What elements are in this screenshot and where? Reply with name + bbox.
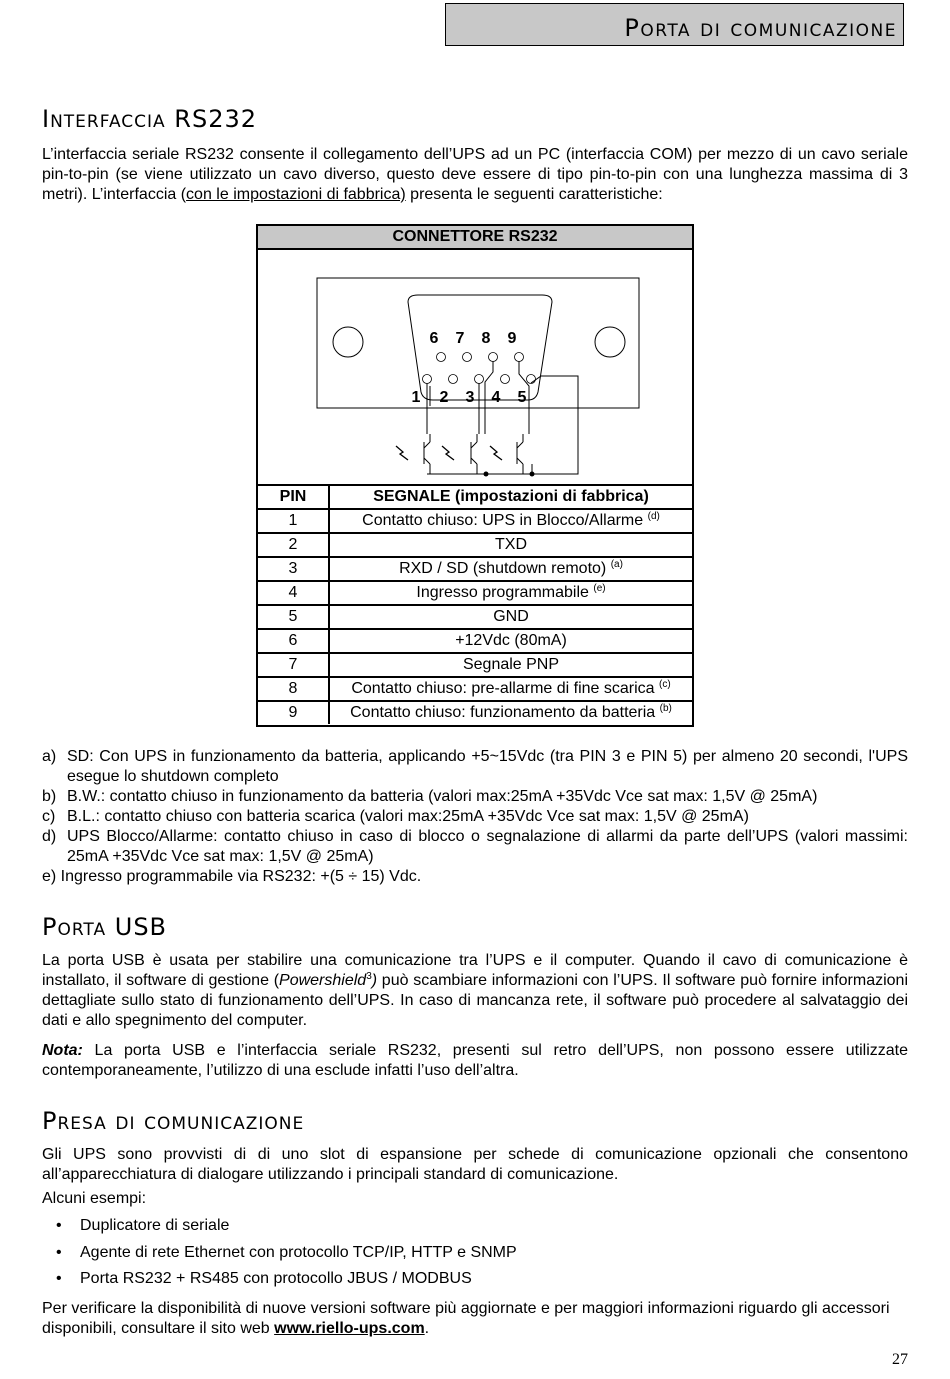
website-link[interactable]: www.riello-ups.com [274,1320,425,1337]
pin-signal-table [258,484,692,724]
pin-label-4: 4 [491,389,501,406]
connector-title: CONNETTORE RS232 [258,226,692,250]
note-a: a) SD: Con UPS in funzionamento da batteria, applicando +5~15Vdc (tra PIN 3 e PIN 5) per almeno 20 secondi, l'UPS esegue lo shutdown completo [42,748,908,785]
note-e: e) Ingresso programmabile via RS232: +(5 ÷ 15) Vdc. [42,868,422,885]
slot-heading: Presa di comunicazione [42,1107,305,1135]
powershield-brand: Powershield [279,972,367,989]
pin-label-7: 7 [455,330,465,347]
list-item: • Duplicatore di seriale [42,1213,517,1240]
note-c: c) B.L.: contatto chiuso con batteria scarica (valori max:25mA +35Vdc Vce sat max: 1,5V @ 25mA) [42,808,749,825]
table-row: 1 Contatto chiuso: UPS in Blocco/Allarme $^{(d)}$ [258,509,692,533]
table-row: 5 GND [258,605,692,629]
pin-label-2: 2 [439,389,449,406]
table-row: 7 Segnale PNP [258,653,692,677]
usb-paragraph: La porta USB è usata per stabilire una comunicazione tra l’UPS e il computer. Quando il cavo di comunicazione è installato, il software di gestione (Powershield$^3$) può scambiare informazioni con l’UPS. Il software può fornire informazioni dettagliate sullo stato di funzionamento dell’UPS. In caso di mancanza rete, il software può procedere al salvataggio dei dati e allo spegnimento del computer. [42,952,909,1029]
table-header-row [258,485,692,509]
pin-label-9: 9 [507,330,517,347]
pin-3 [475,375,484,384]
pin-8 [489,353,498,362]
note-b: b) B.W.: contatto chiuso in funzionamento da batteria (valori max:25mA +35Vdc Vce sat max: 1,5V @ 25mA) [42,788,818,805]
list-item: • Agente di rete Ethernet con protocollo TCP/IP, HTTP e SNMP [42,1240,517,1267]
pin-label-6: 6 [429,330,439,347]
db9-connector-diagram [258,250,692,484]
mounting-hole-left [333,327,363,357]
mounting-hole-right [595,327,625,357]
nota-label: Nota: [42,1042,83,1059]
table-row: 3 RXD / SD (shutdown remoto) $^{(a)}$ [258,557,692,581]
pin-label-3: 3 [465,389,475,406]
pin-6 [437,353,446,362]
pin-1 [423,375,432,384]
pin-4 [501,375,510,384]
pin-label-8: 8 [481,330,491,347]
note-d: d) UPS Blocco/Allarme: contatto chiuso in caso di blocco o segnalazione di allarmi da parte dell’UPS (valori massimi: 25mA +35Vdc Vce sat max: 1,5V @ 25mA) [42,828,908,865]
footnotes [42,747,908,887]
footer-paragraph: Per verificare la disponibilità di nuove versioni software più aggiornate e per maggiori informazioni riguardo gli accessori disponibili, consultare il sito web www.riello-ups.com. [42,1300,890,1337]
rs232-intro: L’interfaccia seriale RS232 consente il collegamento dell’UPS ad un PC (interfaccia COM) per mezzo di un cavo seriale pin-to-pin (se viene utilizzato un cavo diverso, questo deve essere di tipo pin-to-pin con una lunghezza massima di 3 metri). L’interfaccia (con le impostazioni di fabbrica) presenta le seguenti caratteristiche: [42,146,908,203]
table-row: 4 Ingresso programmabile $^{(e)}$ [258,581,692,605]
header-title: Porta di comunicazione [624,14,897,42]
pin-7 [463,353,472,362]
pin-9 [515,353,524,362]
table-row: 6 +12Vdc (80mA) [258,629,692,653]
col-pin-header: PIN [258,485,329,509]
table-row: 9 Contatto chiuso: funzionamento da batteria $^{(b)}$ [258,701,692,724]
page-number: 27 [892,1351,908,1368]
pin-5 [527,375,536,384]
optocoupler-light-icons [396,446,502,460]
d-sub-shell [408,295,552,400]
col-signal-header: SEGNALE (impostazioni di fabbrica) [329,485,692,509]
examples-label: Alcuni esempi: [42,1190,147,1207]
table-row: 8 Contatto chiuso: pre-allarme di fine scarica $^{(c)}$ [258,677,692,701]
list-item: • Porta RS232 + RS485 con protocollo JBUS / MODBUS [42,1266,517,1293]
rs232-heading: Interfaccia RS232 [42,105,258,133]
table-row: 2 TXD [258,533,692,557]
page-header [445,3,904,46]
pin-label-5: 5 [517,389,527,406]
examples-list [42,1213,517,1293]
connector-plate [317,278,639,408]
rs232-connector-table [256,224,694,727]
usb-heading: Porta USB [42,913,168,941]
factory-settings-underline: con le impostazioni di fabbrica) [186,186,406,203]
pin-2 [449,375,458,384]
usb-note: Nota: La porta USB e l’interfaccia seriale RS232, presenti sul retro dell’UPS, non possono essere utilizzate contemporaneamente, l’utilizzo di una esclude infatti l’uso dell’altra. [42,1042,908,1079]
pin-label-1: 1 [411,389,421,406]
slot-paragraph: Gli UPS sono provvisti di di uno slot di espansione per schede di comunicazione opzionali che consentono all’apparecchiatura di dialogare utilizzando i principali standard di comunicazione. [42,1146,908,1183]
